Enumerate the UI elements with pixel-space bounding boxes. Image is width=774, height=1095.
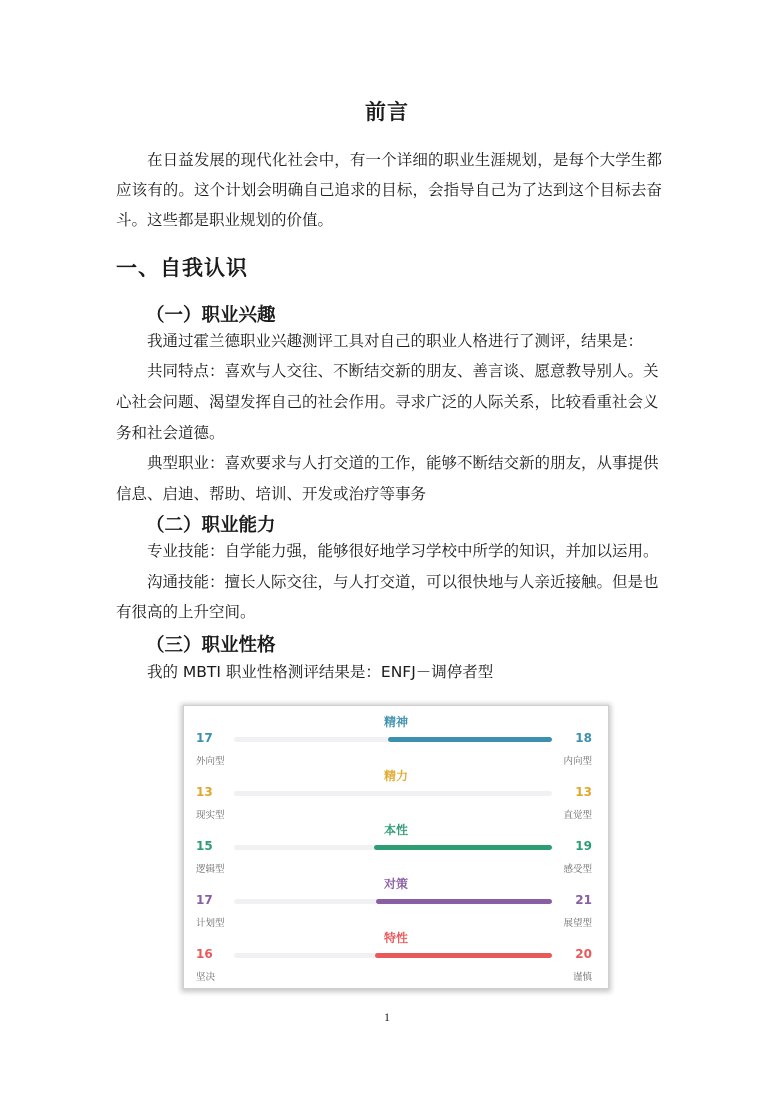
left-score: 17	[196, 731, 213, 745]
right-score: 13	[575, 785, 592, 799]
right-type-label: 展望型	[563, 918, 592, 929]
traits-line-1: 共同特点：喜欢与人交往、不断结交新的朋友、善言谈、愿意教导别人。关	[147, 362, 659, 380]
subheading-career-interest: （一）职业兴趣	[146, 305, 276, 326]
mbti-chart	[183, 705, 609, 989]
preface-paragraph: 在日益发展的现代化社会中，有一个详细的职业生涯规划，是每个大学生都应该有的。这个计划会明确自己追求的目标，会指导自己为了达到这个目标去奋斗。这些都是职业规划的价值。	[116, 151, 662, 229]
score-bar	[374, 845, 552, 850]
score-bar	[375, 953, 552, 958]
dimension-name: 精力	[383, 769, 408, 783]
dimension-row	[184, 875, 608, 931]
dimension-row	[184, 929, 608, 985]
communication-line-1: 沟通技能：擅长人际交往，与人打交道，可以很快地与人亲近接触。但是也	[147, 573, 659, 591]
traits-line-3: 务和社会道德。	[116, 424, 225, 442]
left-type-label: 计划型	[196, 918, 225, 929]
score-bar	[388, 737, 552, 742]
left-score: 15	[196, 839, 213, 853]
dimension-row	[184, 821, 608, 877]
right-score: 19	[575, 839, 592, 853]
dimension-name: 本性	[383, 823, 408, 837]
communication-line-2: 有很高的上升空间。	[116, 603, 256, 621]
professional-skills: 专业技能：自学能力强，能够很好地学习学校中所学的知识，并加以运用。	[147, 542, 659, 560]
subheading-career-ability: （二）职业能力	[146, 515, 276, 536]
subheading-career-personality: （三）职业性格	[146, 635, 276, 656]
jobs-line-1: 典型职业：喜欢要求与人打交道的工作，能够不断结交新的朋友，从事提供	[147, 454, 659, 472]
right-score: 21	[575, 893, 592, 907]
traits-line-2: 心社会问题、渴望发挥自己的社会作用。寻求广泛的人际关系，比较看重社会义	[116, 393, 659, 411]
dimension-row	[184, 713, 608, 769]
left-score: 13	[196, 785, 213, 799]
score-track	[234, 737, 552, 742]
right-type-label: 感受型	[563, 864, 592, 875]
interest-intro: 我通过霍兰德职业兴趣测评工具对自己的职业人格进行了测评，结果是：	[147, 332, 644, 350]
score-track	[234, 845, 552, 850]
right-score: 18	[575, 731, 592, 745]
page-title: 前言	[365, 100, 409, 124]
left-score: 17	[196, 893, 213, 907]
dimension-name: 精神	[383, 715, 408, 729]
score-track	[234, 953, 552, 958]
score-bar	[376, 899, 552, 904]
jobs-line-2: 信息、启迪、帮助、培训、开发或治疗等事务	[116, 485, 427, 503]
score-track	[234, 899, 552, 904]
dimension-name: 特性	[383, 931, 408, 945]
dimension-row	[184, 767, 608, 823]
mbti-result: 我的 MBTI 职业性格测评结果是：ENFJ－调停者型	[147, 663, 494, 681]
score-track	[234, 791, 552, 796]
left-type-label: 外向型	[196, 756, 225, 767]
right-type-label: 内向型	[563, 756, 592, 767]
dimension-name: 对策	[383, 877, 408, 891]
page-number: 1	[384, 1010, 390, 1024]
section-heading-self-awareness: 一、自我认识	[116, 256, 248, 280]
left-type-label: 现实型	[196, 810, 225, 821]
left-score: 16	[196, 947, 213, 961]
left-type-label: 坚决	[196, 972, 216, 983]
right-type-label: 直觉型	[563, 810, 592, 821]
right-type-label: 谨慎	[572, 972, 592, 983]
left-type-label: 逻辑型	[196, 864, 225, 875]
right-score: 20	[575, 947, 592, 961]
